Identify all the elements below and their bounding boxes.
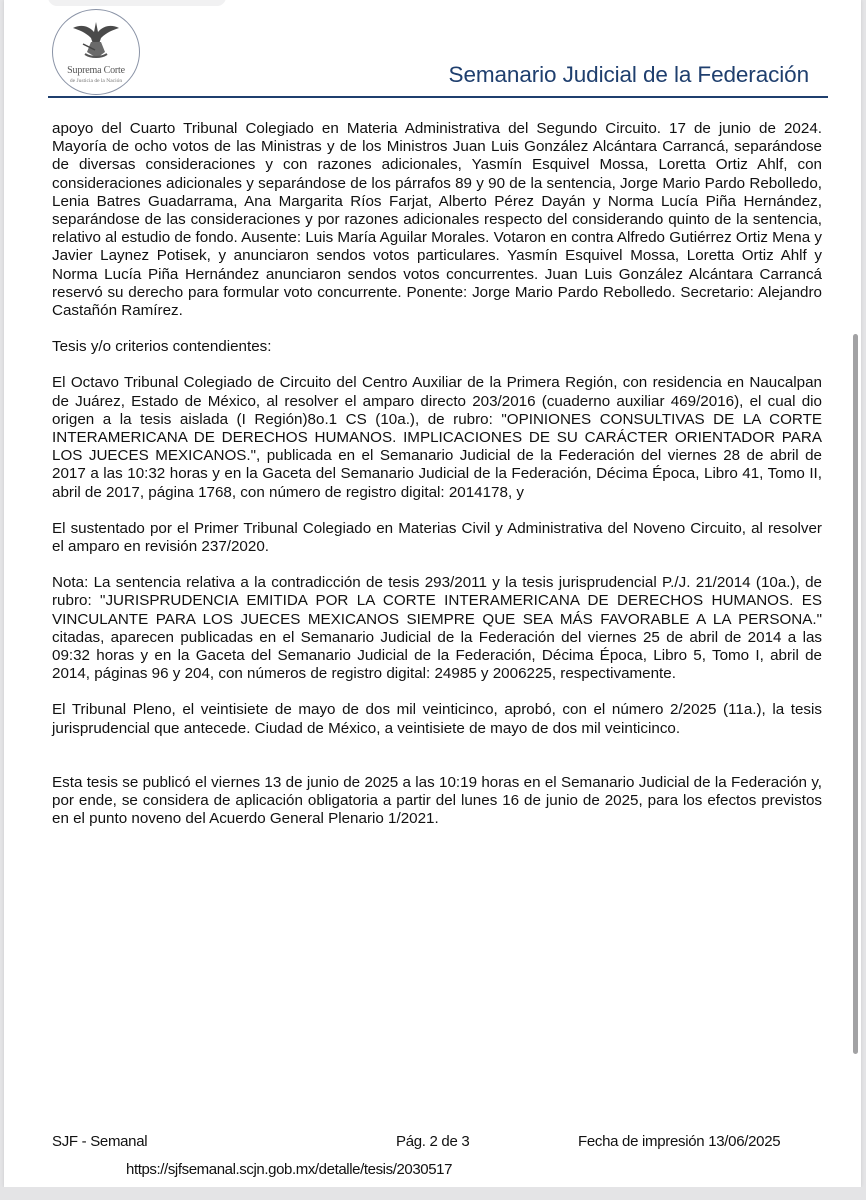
viewer-background [0,1187,866,1200]
publication-title: Semanario Judicial de la Federación [448,62,809,87]
logo-subtitle: de Justicia de la Nación [69,78,123,84]
paragraph-criterion-1: El Octavo Tribunal Colegiado de Circuito del Centro Auxiliar de la Primera Región, con residencia en Naucalpan de Juárez, Estado de México, al resolver el amparo directo 203/2016 (cuaderno auxiliar 469/2016), el cual dio origen a la tesis aislada (I Región)8o.1 CS (10a.), de rubro: "OPINIONES CONSULTIVAS DE LA CORTE INTERAMERICANA DE DERECHOS HUMANOS. IMPLICACIONES DE SU CARÁCTER ORIENTADOR PARA LOS JUECES MEXICANOS.", publicada en el Semanario Judicial de la Federación del viernes 28 de abril de 2017 a las 10:32 horas y en la Gaceta del Semanario Judicial de la Federación, Décima Época, Libro 41, Tomo II, abril de 2017, página 1768, con número de registro digital: 2014178, y [52,374,822,501]
logo-title: Suprema Corte [67,65,125,76]
document-page [4,0,861,1187]
paragraph-approval: El Tribunal Pleno, el veintisiete de mayo de dos mil veinticinco, aprobó, con el número 2/2025 (11a.), la tesis jurisprudencial que antecede. Ciudad de México, a veintisiete de mayo de dos mil veinticinco. [52,701,822,737]
paragraph-section-heading: Tesis y/o criterios contendientes: [52,338,272,356]
paragraph-note: Nota: La sentencia relativa a la contradicción de tesis 293/2011 y la tesis jurisprudencial P./J. 21/2014 (10a.), de rubro: "JURISPRUDENCIA EMITIDA POR LA CORTE INTERAMERICANA DE DERECHOS HUMANOS. ES VINCULANTE PARA LOS JUECES MEXICANOS SIEMPRE QUE SEA MÁS FAVORABLE A LA PERSONA." citadas, aparecen publicadas en el Semanario Judicial de la Federación del viernes 25 de abril de 2014 a las 09:32 horas y en la Gaceta del Semanario Judicial de la Federación, Décima Época, Libro 5, Tomo I, abril de 2014, páginas 96 y 204, con números de registro digital: 24985 y 2006225, respectivamente. [52,574,822,683]
paragraph-publication: Esta tesis se publicó el viernes 13 de junio de 2025 a las 10:19 horas en el Semanario Judicial de la Federación y, por ende, se considera de aplicación obligatoria a partir del lunes 16 de junio de 2025, para los efectos previstos en el punto noveno del Acuerdo General Plenario 1/2021. [52,773,822,828]
footer-page-number: Pág. 2 de 3 [396,1133,470,1150]
toolbar-pill[interactable] [48,0,226,6]
footer-source: SJF - Semanal [52,1133,148,1150]
scjn-logo [52,9,140,95]
footer-print-date: Fecha de impresión 13/06/2025 [578,1133,781,1150]
paragraph-criterion-2: El sustentado por el Primer Tribunal Colegiado en Materias Civil y Administrativa del Noveno Circuito, al resolver el amparo en revisión 237/2020. [52,519,822,556]
footer-url-link[interactable]: https://sjfsemanal.scjn.gob.mx/detalle/tesis/2030517 [126,1161,453,1178]
eagle-emblem-icon [71,18,121,62]
paragraph-votes: apoyo del Cuarto Tribunal Colegiado en Materia Administrativa del Segundo Circuito. 17 de junio de 2024. Mayoría de ocho votos de las Ministras y de los Ministros Juan Luis González Alcántara Carrancá, separándose de diversas consideraciones y con razones adicionales, Yasmín Esquivel Mossa, Loretta Ortiz Ahlf, con consideraciones adicionales y separándose de los párrafos 89 y 90 de la sentencia, Jorge Mario Pardo Rebolledo, Lenia Batres Guadarrama, Ana Margarita Ríos Farjat, Alberto Pérez Dayán y Norma Lucía Piña Hernández, separándose de las consideraciones y por razones adicionales respecto del considerando quinto de la sentencia, relativo al estudio de fondo. Ausente: Luis María Aguilar Morales. Votaron en contra Alfredo Gutiérrez Ortiz Mena y Javier Laynez Potisek, y anunciaron sendos votos particulares. Yasmín Esquivel Mossa, Loretta Ortiz Ahlf y Norma Lucía Piña Hernández anunciaron sendos votos concurrentes. Juan Luis González Alcántara Carrancá reservó su derecho para formular voto concurrente. Ponente: Jorge Mario Pardo Rebolledo. Secretario: Alejandro Castañón Ramírez. [52,120,822,320]
header-divider [48,96,828,98]
scrollbar-thumb[interactable] [853,334,858,1054]
document-body [52,120,822,847]
